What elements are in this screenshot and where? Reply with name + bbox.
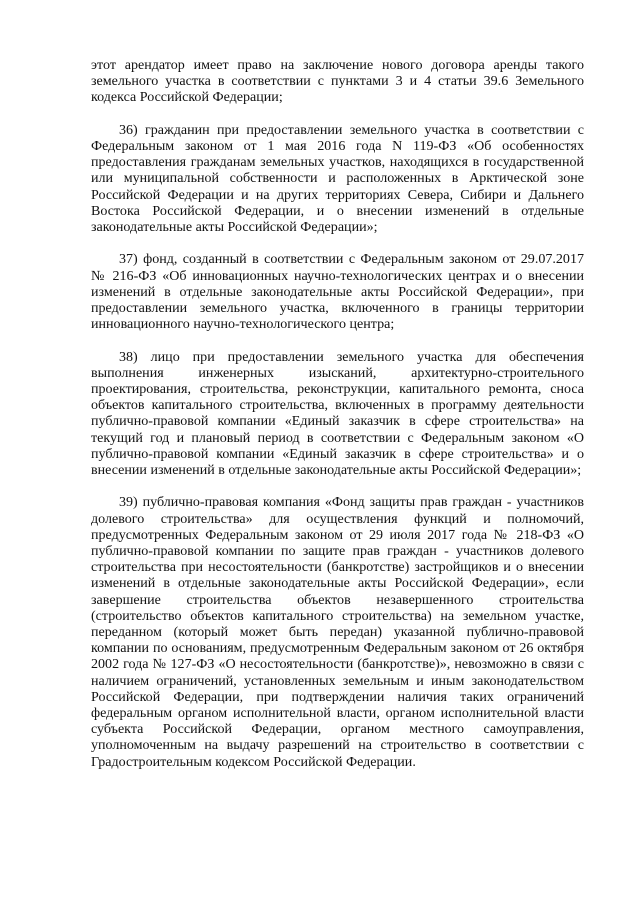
document-body [91,57,584,786]
paragraph-item-39: 39) публично-правовая компания «Фонд защиты прав граждан - участников долевого строительства» для осуществления функций и полномочий, предусмотренных Федеральным законом от 29 июля 2017 года № 218-ФЗ «О публично-правовой компании по защите прав граждан - участников долевого строительства при несостоятельности (банкротстве) застройщиков и о внесении изменений в отдельные законодательные акты Российской Федерации», если завершение строительства объектов незавершенного строительства (строительство объектов капитального строительства) на земельном участке, переданном (который может быть передан) указанной публично-правовой компании по основаниям, предусмотренным Федеральным законом от 26 октября 2002 года № 127-ФЗ «О несостоятельности (банкротстве)», невозможно в связи с наличием ограничений, установленных земельным и иным законодательством Российской Федерации, при подтверждении наличия таких ограничений федеральным органом исполнительной власти, органом исполнительной власти субъекта Российской Федерации, органом местного самоуправления, уполномоченным на выдачу разрешений на строительство в соответствии с Градостроительным кодексом Российской Федерации. [91,494,584,770]
paragraph-continuation: этот арендатор имеет право на заключение нового договора аренды такого земельного участка в соответствии с пунктами 3 и 4 статьи 39.6 Земельного кодекса Российской Федерации; [91,57,584,106]
paragraph-item-36: 36) гражданин при предоставлении земельного участка в соответствии с Федеральным законом от 1 мая 2016 года N 119-ФЗ «Об особенностях предоставления гражданам земельных участков, находящихся в государственной или муниципальной собственности и расположенных в Арктической зоне Российской Федерации и на других территориях Севера, Сибири и Дальнего Востока Российской Федерации, и о внесении изменений в отдельные законодательные акты Российской Федерации»; [91,121,584,236]
paragraph-item-37: 37) фонд, созданный в соответствии с Федеральным законом от 29.07.2017 № 216-ФЗ «Об инновационных научно-технологических центрах и о внесении изменений в отдельные законодательные акты Российской Федерации», при предоставлении земельного участка, включенного в границы территории инновационного научно-технологического центра; [91,251,584,333]
paragraph-item-38: 38) лицо при предоставлении земельного участка для обеспечения выполнения инженерных изысканий, архитектурно-строительного проектирования, строительства, реконструкции, капитального ремонта, сноса объектов капитального строительства, включенных в программу деятельности публично-правовой компании «Единый заказчик в сфере строительства» на текущий год и плановый период в соответствии с Федеральным законом «О публично-правовой компании «Единый заказчик в сфере строительства» и о внесении изменений в отдельные законодательные акты Российской Федерации»; [91,348,584,479]
